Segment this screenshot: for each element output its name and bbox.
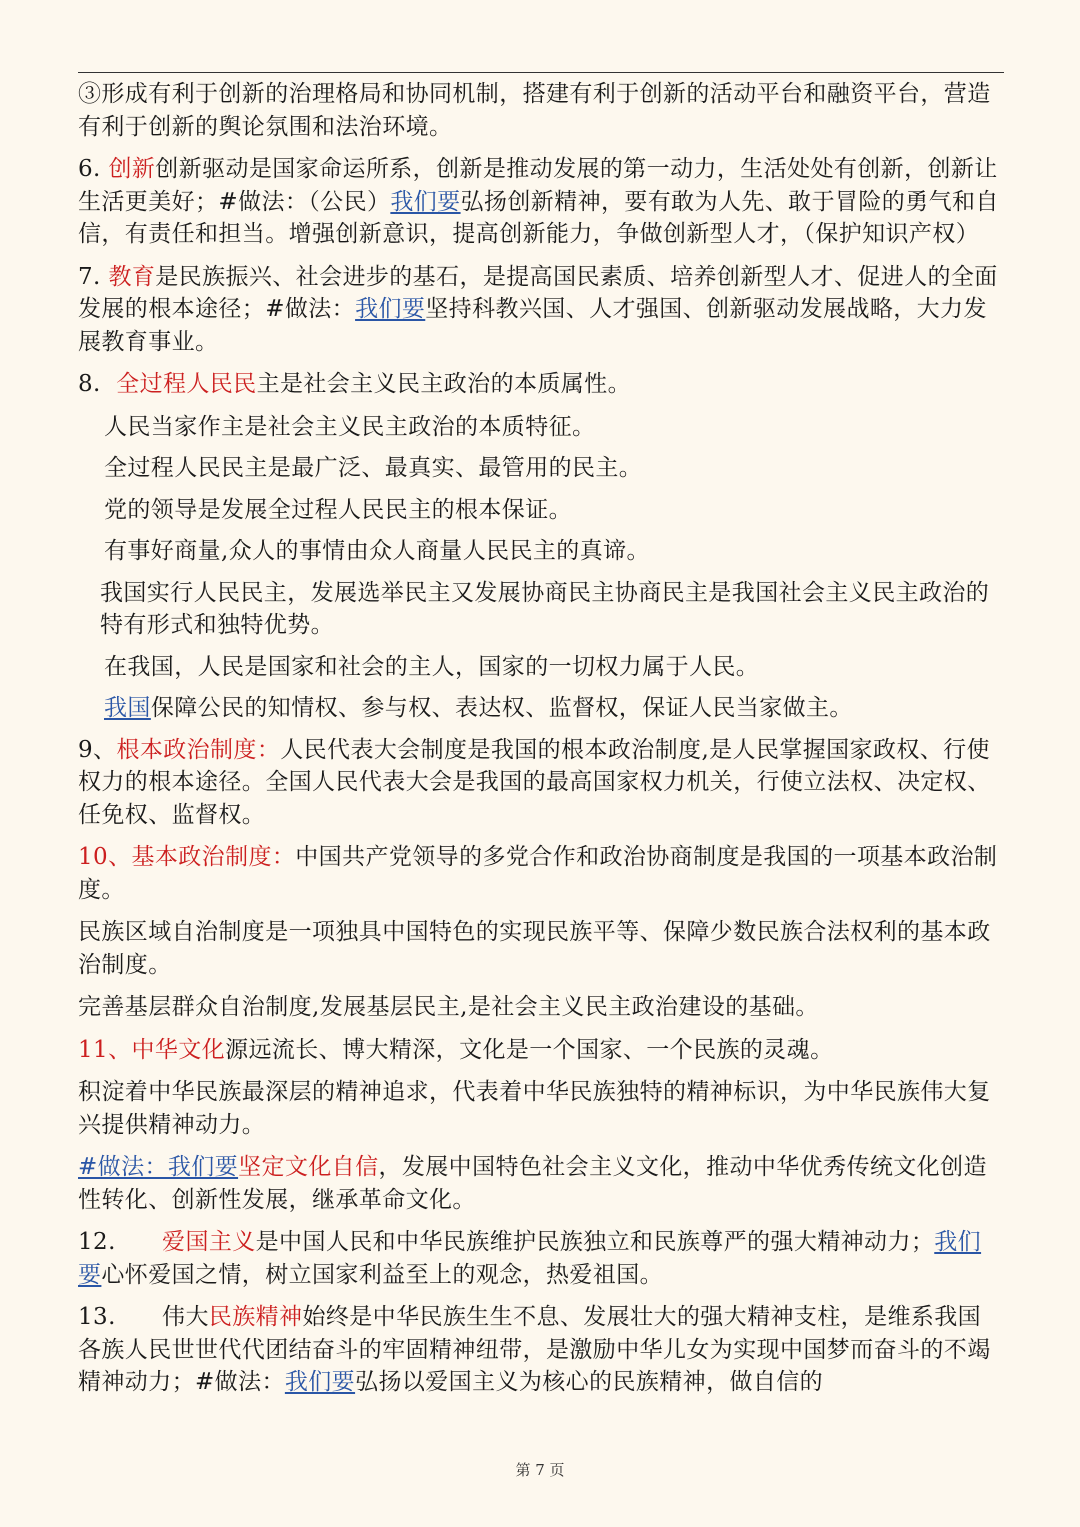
item-number: 13. 伟大 xyxy=(78,1304,209,1330)
text-run: 主是社会主义民主政治的本质属性。 xyxy=(256,371,631,397)
text-run: 人民代表大会制度是我国的根本政治制度,是人民掌握国家政权、行使权力的根本途径。全国人民代表大会是我国的最高国家权力机关，行使立法权、决定权、任免权、监督权。 xyxy=(78,736,991,828)
paragraph-10b: 完善基层群众自治制度,发展基层民主,是社会主义民主政治建设的基础。 xyxy=(78,994,819,1020)
page-number: 第 7 页 xyxy=(515,1461,565,1479)
text-run: 创新驱动是国家命运所系，创新是推动发展的第一动力，生活处处有创新，创新让生活更美好；#做法：（公民） xyxy=(78,156,998,215)
method-link[interactable]: #做法：我们要 xyxy=(78,1154,239,1180)
paragraph-6-innovation xyxy=(78,153,1004,251)
paragraph-11b xyxy=(78,1151,1004,1216)
paragraph-11a: 积淀着中华民族最深层的精神追求，代表着中华民族独特的精神标识，为中华民族伟大复兴提供精神动力。 xyxy=(78,1079,991,1138)
paragraph-10a: 民族区域自治制度是一项独具中国特色的实现民族平等、保障少数民族合法权利的基本政治制度。 xyxy=(78,919,991,978)
paragraph-8e: 我国实行人民民主，发展选举民主又发展协商民主协商民主是我国社会主义民主政治的特有形式和独特优势。 xyxy=(100,579,990,638)
text-run: 保障公民的知情权、参与权、表达权、监督权，保证人民当家做主。 xyxy=(150,695,853,721)
paragraph-8d: 有事好商量,众人的事情由众人商量人民民主的真谛。 xyxy=(104,538,650,564)
paragraph-governance: ③形成有利于创新的治理格局和协同机制，搭建有利于创新的活动平台和融资平台，营造有利于创新的舆论氛围和法治环境。 xyxy=(78,81,991,140)
paragraph-12-patriotism xyxy=(78,1226,1004,1291)
we-should-link[interactable]: 我们要 xyxy=(390,188,461,215)
keyword-highlight: 全过程人民民 xyxy=(116,371,257,397)
text-run: 弘扬创新精神，要有敢为人先、敢于冒险的勇气和自信，有责任和担当。增强创新意识，提高创新能力，争做创新型人才，（保护知识产权） xyxy=(78,188,999,247)
we-should-link[interactable]: 我们要 xyxy=(78,1229,982,1288)
paragraph-8g xyxy=(78,692,1004,725)
item-number: 9、 xyxy=(78,736,117,763)
keyword-highlight: 11、中华文化 xyxy=(78,1036,226,1063)
paragraph-9-fundamental-system xyxy=(78,734,1004,832)
keyword-highlight: 坚定文化自信 xyxy=(238,1154,379,1180)
item-number: 8. xyxy=(78,371,117,397)
we-should-link[interactable]: 我们要 xyxy=(355,296,426,322)
keyword-highlight: 根本政治制度： xyxy=(116,736,281,763)
text-run: 是民族振兴、社会进步的基石，是提高国民素质、培养创新型人才、促进人的全面发展的根本途径；#做法： xyxy=(78,263,998,322)
paragraph-8c: 党的领导是发展全过程人民民主的根本保证。 xyxy=(104,496,572,523)
paragraph-11-culture xyxy=(78,1034,1004,1067)
text-run: 心怀爱国之情，树立国家利益至上的观念，热爱祖国。 xyxy=(101,1261,664,1288)
item-number: 6. xyxy=(78,156,109,182)
paragraph-8a: 人民当家作主是社会主义民主政治的本质特征。 xyxy=(104,413,596,440)
text-run: 坚持科教兴国、人才强国、创新驱动发展战略，大力发展教育事业。 xyxy=(78,296,987,355)
keyword-highlight: 民族精神 xyxy=(208,1304,303,1330)
page-content xyxy=(78,78,1004,1409)
keyword-highlight: 10、基本政治制度： xyxy=(78,844,296,870)
paragraph-8b: 全过程人民民主是最广泛、最真实、最管用的民主。 xyxy=(104,455,643,481)
item-number: 12. xyxy=(78,1229,163,1255)
paragraph-8f: 在我国，人民是国家和社会的主人，国家的一切权力属于人民。 xyxy=(104,653,760,680)
keyword-highlight: 教育 xyxy=(108,263,156,290)
paragraph-13-national-spirit xyxy=(78,1301,1004,1399)
keyword-highlight: 爱国主义 xyxy=(162,1229,256,1255)
text-run: 始终是中华民族生生不息、发展壮大的强大精神支柱，是维系我国各族人民世世代代团结奋斗的牢固精神纽带，是激励中华儿女为实现中国梦而奋斗的不竭精神动力；#做法： xyxy=(78,1304,991,1395)
text-run: 弘扬以爱国主义为核心的民族精神，做自信的 xyxy=(355,1369,824,1395)
text-run: 是中国人民和中华民族维护民族独立和民族尊严的强大精神动力； xyxy=(255,1229,935,1255)
text-run: 中国共产党领导的多党合作和政治协商制度是我国的一项基本政治制度。 xyxy=(78,844,998,903)
item-number: 7. xyxy=(78,263,109,290)
text-run: ，发展中国特色社会主义文化，推动中华优秀传统文化创造性转化、创新性发展，继承革命文化。 xyxy=(78,1154,987,1213)
our-country-link[interactable]: 我国 xyxy=(104,695,151,721)
we-should-link[interactable]: 我们要 xyxy=(284,1369,356,1395)
header-rule xyxy=(78,72,1004,73)
paragraph-10-basic-system xyxy=(78,841,1004,906)
keyword-highlight: 创新 xyxy=(108,156,156,182)
paragraph-7-education xyxy=(78,261,1004,359)
paragraph-8-democracy xyxy=(78,368,1004,401)
text-run: 源远流长、博大精深，文化是一个国家、一个民族的灵魂。 xyxy=(225,1036,834,1063)
